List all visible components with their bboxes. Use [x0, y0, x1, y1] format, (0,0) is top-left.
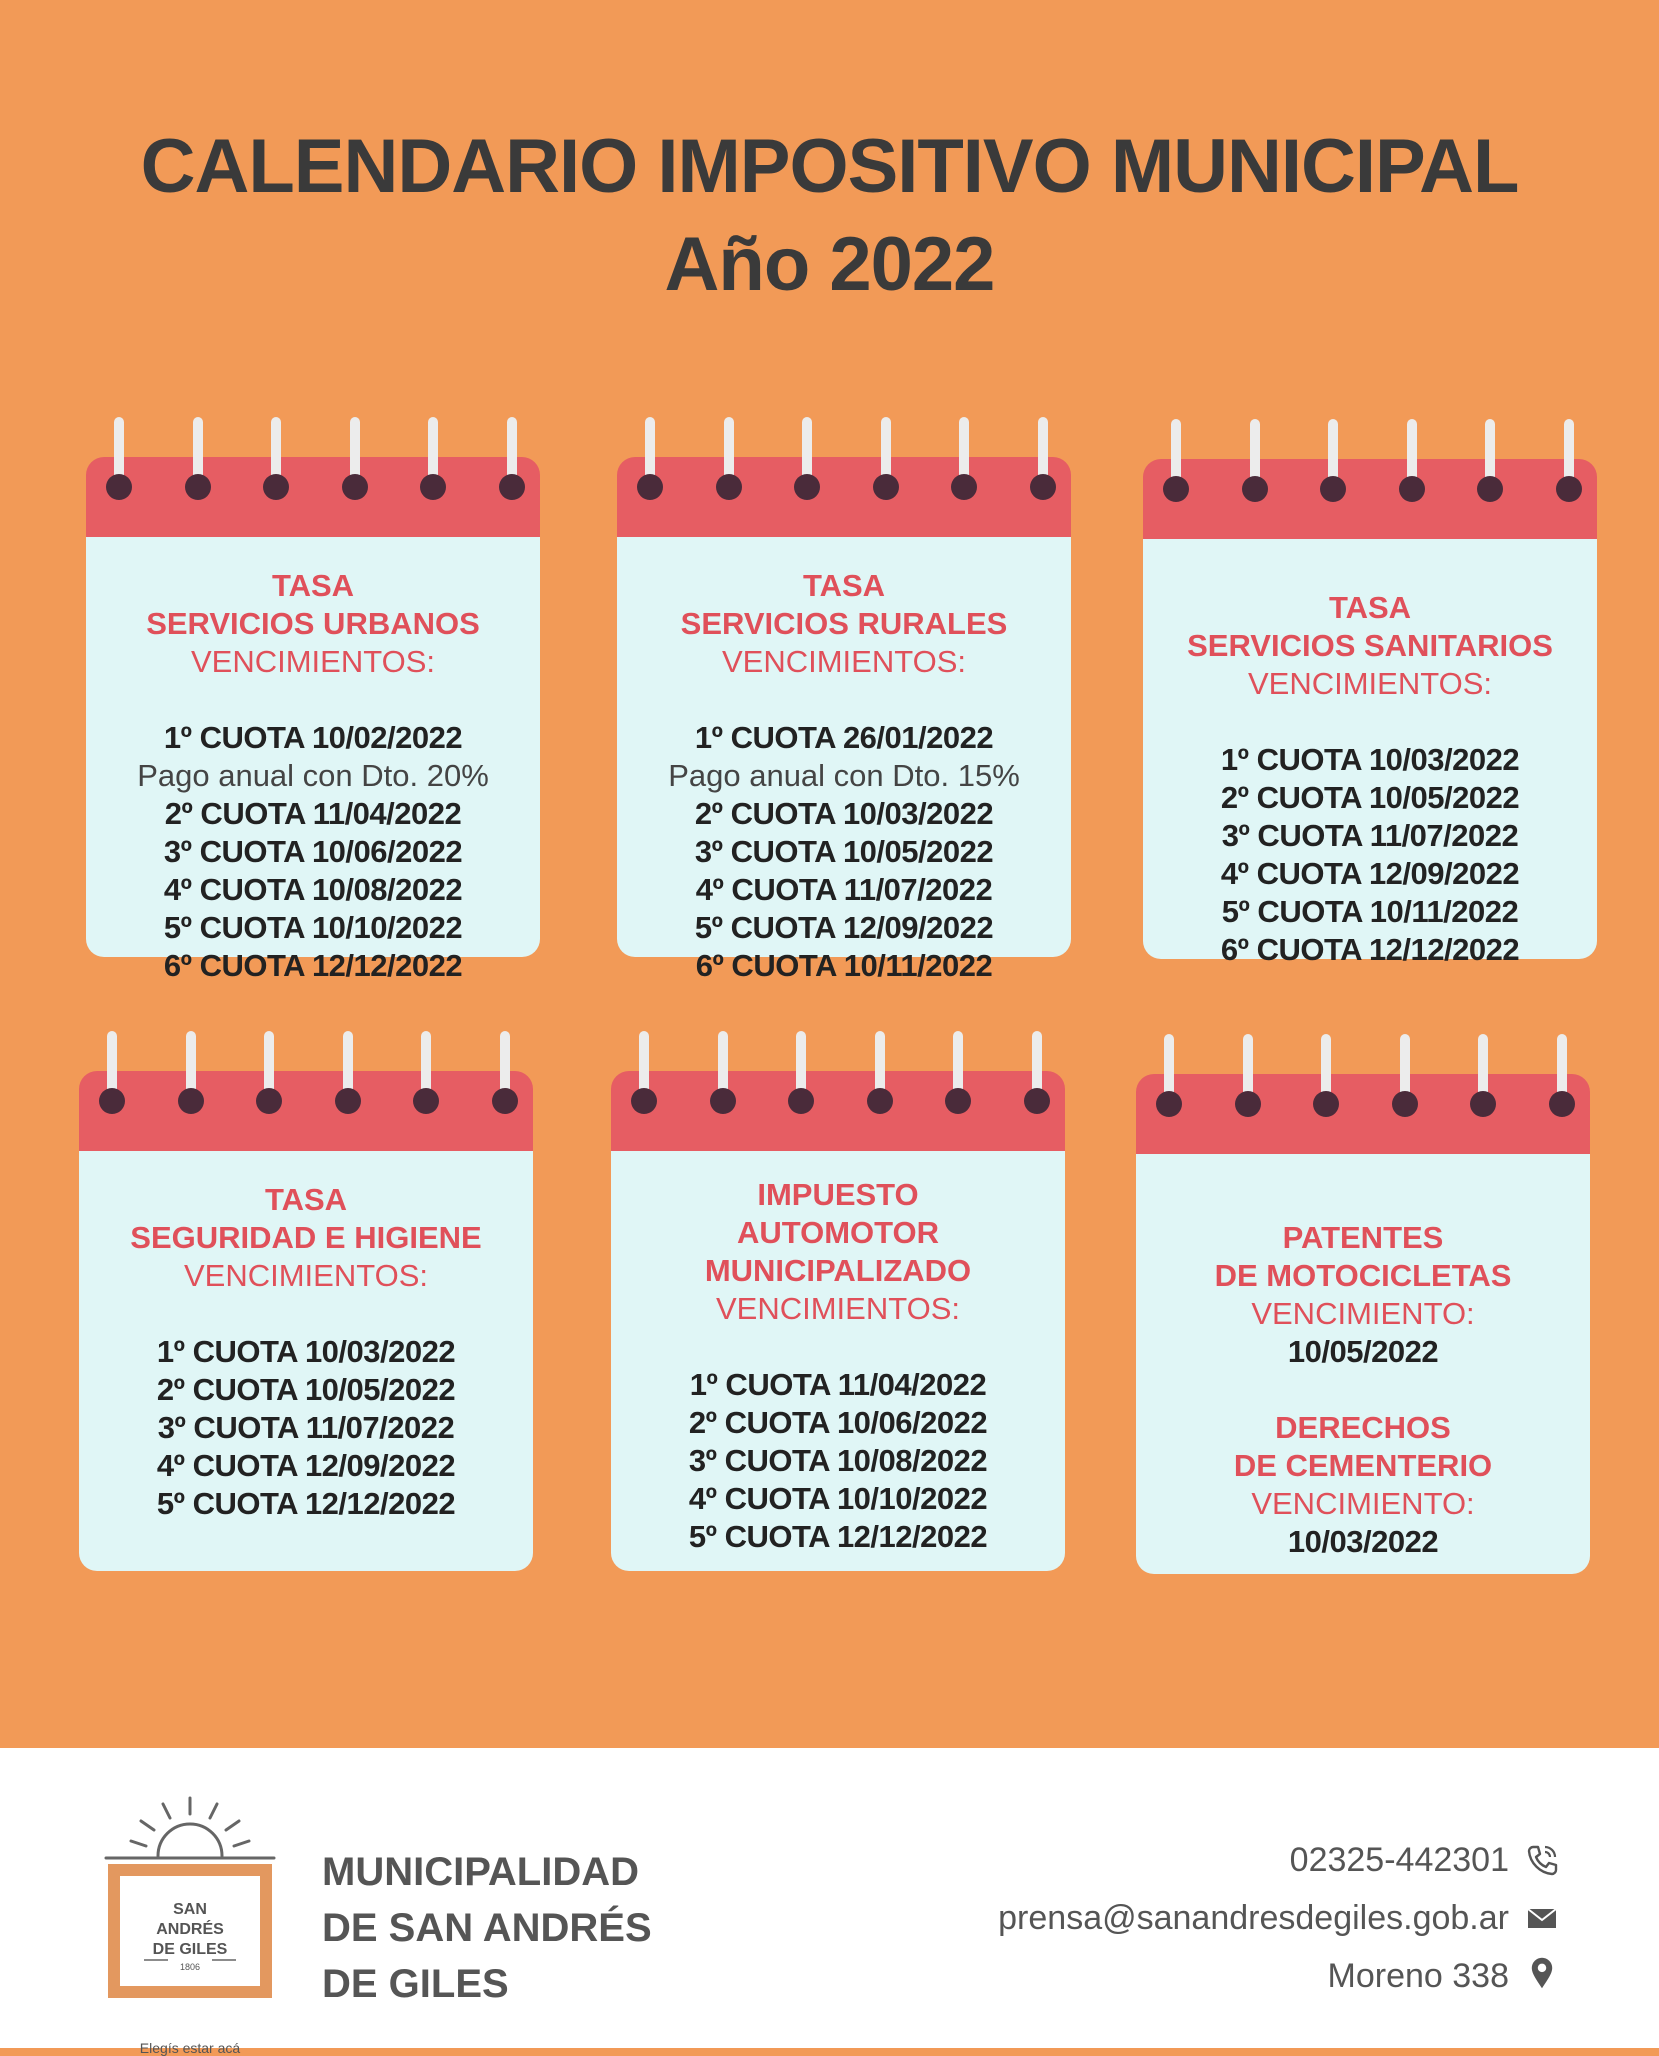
due-date-line: 2º CUOTA 10/03/2022	[694, 796, 994, 831]
due-date-line: 1º CUOTA 10/03/2022	[1220, 742, 1520, 777]
binder-ring-icon	[1470, 419, 1510, 499]
binder-ring-icon	[1542, 1034, 1582, 1114]
calendar-card	[1143, 419, 1597, 967]
due-label: VENCIMIENTOS:	[1247, 666, 1493, 701]
due-date-line: 1º CUOTA 10/03/2022	[156, 1334, 456, 1369]
tax-title-line: TASA	[264, 1182, 348, 1217]
binder-ring-icon	[938, 1031, 978, 1111]
due-date-line: 3º CUOTA 10/05/2022	[694, 834, 994, 869]
due-date-line: 4º CUOTA 12/09/2022	[1220, 856, 1520, 891]
due-date-line: 1º CUOTA 11/04/2022	[689, 1367, 987, 1402]
binder-ring-icon	[335, 417, 375, 497]
binder-ring-icon	[1156, 419, 1196, 499]
due-date-line: 5º CUOTA 10/10/2022	[163, 910, 463, 945]
due-date-line: 2º CUOTA 10/05/2022	[156, 1372, 456, 1407]
street-address: Moreno 338	[1327, 1957, 1509, 1995]
due-date-line: 3º CUOTA 10/08/2022	[688, 1443, 988, 1478]
due-date-line: 10/03/2022	[1287, 1524, 1439, 1559]
due-date-line: 3º CUOTA 11/07/2022	[1221, 818, 1519, 853]
tax-title-line: SERVICIOS RURALES	[680, 606, 1008, 641]
due-date-line: 1º CUOTA 10/02/2022	[163, 720, 463, 755]
due-date-line: 5º CUOTA 12/12/2022	[156, 1486, 456, 1521]
binder-ring-icon	[485, 1031, 525, 1111]
spacer	[611, 1328, 1065, 1366]
binder-ring-icon	[99, 417, 139, 497]
calendar-header	[1143, 459, 1597, 539]
calendar-content	[1143, 589, 1597, 969]
phone-number[interactable]: 02325-442301	[1289, 1841, 1509, 1879]
due-date-line: 4º CUOTA 10/10/2022	[688, 1481, 988, 1516]
calendar-card	[617, 417, 1071, 983]
location-pin-icon	[1525, 1956, 1559, 1990]
binder-ring-icon	[944, 417, 984, 497]
calendar-header	[86, 457, 540, 537]
binder-ring-icon	[1228, 1034, 1268, 1114]
calendar-card	[86, 417, 540, 983]
binder-ring-icon	[860, 1031, 900, 1111]
calendar-card	[1136, 1034, 1590, 1574]
spacer	[79, 1295, 533, 1333]
tax-title-line: SEGURIDAD E HIGIENE	[130, 1220, 482, 1255]
binder-ring-icon	[709, 417, 749, 497]
binder-ring-icon	[787, 417, 827, 497]
calendar-card	[79, 1031, 533, 1571]
binder-ring-icon	[1313, 419, 1353, 499]
logo-tagline: Elegís estar acá	[139, 2040, 241, 2056]
spacer	[86, 681, 540, 719]
due-label: VENCIMIENTOS:	[190, 644, 436, 679]
logo-text: SAN ANDRÉS DE GILES 1806	[120, 1900, 260, 1974]
binder-ring-icon	[781, 1031, 821, 1111]
phone-icon[interactable]	[1525, 1843, 1559, 1877]
due-label: VENCIMIENTOS:	[721, 644, 967, 679]
due-date-line: 6º CUOTA 12/12/2022	[163, 948, 463, 983]
binder-ring-icon	[171, 1031, 211, 1111]
binder-ring-icon	[1149, 1034, 1189, 1114]
due-label: VENCIMIENTO:	[1251, 1486, 1475, 1521]
sun-icon	[100, 1784, 280, 2014]
tax-title-line: PATENTES	[1282, 1220, 1444, 1255]
binder-ring-icon	[1385, 1034, 1425, 1114]
due-date-line: 4º CUOTA 10/08/2022	[163, 872, 463, 907]
calendar-header	[611, 1071, 1065, 1151]
due-date-line: 1º CUOTA 26/01/2022	[694, 720, 994, 755]
tax-title-line: AUTOMOTOR	[736, 1215, 940, 1250]
due-date-line: 6º CUOTA 10/11/2022	[695, 948, 993, 983]
binder-ring-icon	[413, 417, 453, 497]
calendar-content	[1136, 1219, 1590, 1561]
binder-ring-icon	[256, 417, 296, 497]
calendar-card	[611, 1031, 1065, 1571]
tax-title-line: DE CEMENTERIO	[1233, 1448, 1493, 1483]
spacer	[1136, 1371, 1590, 1409]
binder-ring-icon	[866, 417, 906, 497]
due-label: VENCIMIENTOS:	[715, 1291, 961, 1326]
due-date-line: 2º CUOTA 11/04/2022	[164, 796, 462, 831]
binder-ring-icon	[1463, 1034, 1503, 1114]
due-date-line: 5º CUOTA 10/11/2022	[1221, 894, 1519, 929]
calendar-content	[617, 567, 1071, 985]
binder-ring-icon	[1023, 417, 1063, 497]
tax-title-line: SERVICIOS URBANOS	[146, 606, 480, 641]
calendar-header	[1136, 1074, 1590, 1154]
binder-ring-icon	[1549, 419, 1589, 499]
footer	[0, 1748, 1659, 2056]
page-title: CALENDARIO IMPOSITIVO MUNICIPAL	[140, 124, 1519, 209]
tax-title-line: MUNICIPALIZADO	[704, 1253, 972, 1288]
binder-ring-icon	[624, 1031, 664, 1111]
municipality-logo	[100, 1784, 280, 2056]
binder-ring-icon	[492, 417, 532, 497]
title-block	[0, 118, 1659, 314]
tax-title-line: TASA	[802, 568, 886, 603]
binder-ring-icon	[703, 1031, 743, 1111]
municipality-name: MUNICIPALIDAD DE SAN ANDRÉS DE GILES	[322, 1850, 652, 2006]
binder-ring-icon	[92, 1031, 132, 1111]
logo-year: 1806	[179, 1962, 201, 1972]
email-address[interactable]: prensa@sanandresdegiles.gob.ar	[998, 1899, 1509, 1937]
due-date-line: 5º CUOTA 12/12/2022	[688, 1519, 988, 1554]
binder-ring-icon	[178, 417, 218, 497]
page-subtitle: Año 2022	[664, 222, 995, 307]
due-date-line: 3º CUOTA 10/06/2022	[163, 834, 463, 869]
binder-ring-icon	[1017, 1031, 1057, 1111]
tax-title-line: TASA	[271, 568, 355, 603]
due-date-line: 2º CUOTA 10/05/2022	[1220, 780, 1520, 815]
binder-ring-icon	[406, 1031, 446, 1111]
discount-note: Pago anual con Dto. 20%	[137, 758, 489, 793]
due-date-line: 10/05/2022	[1287, 1334, 1439, 1369]
tax-title-line: TASA	[1328, 590, 1412, 625]
discount-note: Pago anual con Dto. 15%	[668, 758, 1020, 793]
binder-ring-icon	[1392, 419, 1432, 499]
calendar-content	[86, 567, 540, 985]
binder-ring-icon	[1306, 1034, 1346, 1114]
tax-title-line: IMPUESTO	[757, 1177, 919, 1212]
mail-icon[interactable]	[1525, 1901, 1559, 1935]
calendar-header	[617, 457, 1071, 537]
binder-ring-icon	[1235, 419, 1275, 499]
due-date-line: 2º CUOTA 10/06/2022	[688, 1405, 988, 1440]
due-label: VENCIMIENTO:	[1251, 1296, 1475, 1331]
spacer	[617, 681, 1071, 719]
due-date-line: 4º CUOTA 11/07/2022	[695, 872, 993, 907]
calendar-content	[79, 1181, 533, 1523]
due-date-line: 3º CUOTA 11/07/2022	[157, 1410, 455, 1445]
binder-ring-icon	[328, 1031, 368, 1111]
calendar-header	[79, 1071, 533, 1151]
due-label: VENCIMIENTOS:	[183, 1258, 429, 1293]
calendar-content	[611, 1176, 1065, 1556]
spacer	[1143, 703, 1597, 741]
binder-ring-icon	[249, 1031, 289, 1111]
binder-ring-icon	[630, 417, 670, 497]
tax-title-line: DE MOTOCICLETAS	[1214, 1258, 1512, 1293]
tax-title-line: SERVICIOS SANITARIOS	[1187, 628, 1553, 663]
due-date-line: 6º CUOTA 12/12/2022	[1220, 932, 1520, 967]
due-date-line: 4º CUOTA 12/09/2022	[156, 1448, 456, 1483]
tax-title-line: DERECHOS	[1275, 1410, 1451, 1445]
due-date-line: 5º CUOTA 12/09/2022	[694, 910, 994, 945]
